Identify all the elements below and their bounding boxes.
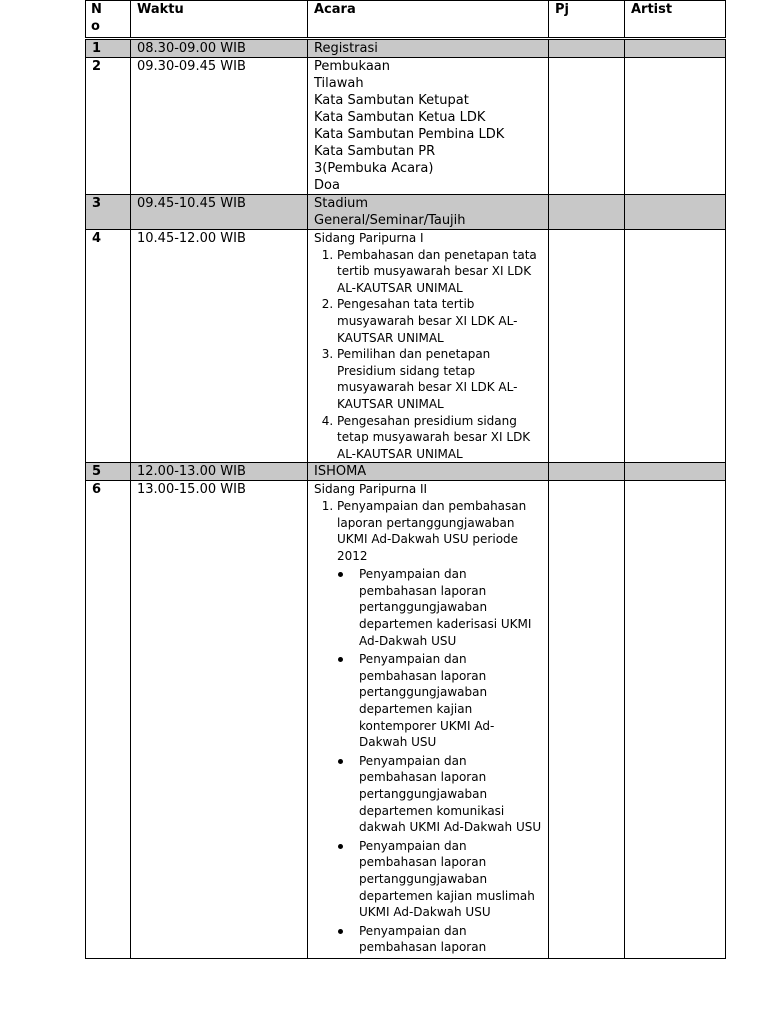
row-agenda <box>308 58 549 195</box>
row-pj <box>549 481 625 959</box>
agenda-line: Tilawah <box>314 76 364 91</box>
row-artist <box>625 39 726 58</box>
row-agenda <box>308 195 549 230</box>
list-item: 4. Pengesahan presidium sidang tetap musyawarah besar XI LDK AL-KAUTSAR UNIMAL <box>337 413 542 463</box>
row-time: 13.00-15.00 WIB <box>131 481 308 959</box>
table-row <box>86 230 726 463</box>
list-item: 3. Pemilihan dan penetapan Presidium sidang tetap musyawarah besar XI LDK AL-KAUTSAR UNIMAL <box>337 346 542 412</box>
bullet-item: Penyampaian dan pembahasan laporan pertanggungjawaban departemen kaderisasi UKMI Ad-Dakwah USU <box>359 566 542 649</box>
agenda-line: Stadium <box>314 196 369 211</box>
bullet-item: Penyampaian dan pembahasan laporan pertanggungjawaban departemen komunikasi dakwah UKMI Ad-Dakwah USU <box>359 753 542 835</box>
row-time: 12.00-13.00 WIB <box>131 463 308 481</box>
agenda-list <box>314 498 542 956</box>
header-no: No <box>86 1 131 39</box>
header-artist: Artist <box>625 1 726 39</box>
agenda-line: Kata Sambutan Ketua LDK <box>314 110 486 125</box>
agenda-line: Pembukaan <box>314 59 391 74</box>
header-acara: Acara <box>308 1 549 39</box>
row-number: 1 <box>86 39 131 58</box>
table-row <box>86 58 726 195</box>
row-pj <box>549 195 625 230</box>
table-row <box>86 195 726 230</box>
row-number: 3 <box>86 195 131 230</box>
row-agenda: ISHOMA <box>308 463 549 481</box>
agenda-line: 3(Pembuka Acara) <box>314 161 434 176</box>
row-pj <box>549 58 625 195</box>
header-pj: Pj <box>549 1 625 39</box>
table-row <box>86 463 726 481</box>
agenda-line: Kata Sambutan Pembina LDK <box>314 127 505 142</box>
row-pj <box>549 463 625 481</box>
row-time: 09.30-09.45 WIB <box>131 58 308 195</box>
sub-list <box>337 566 542 956</box>
header-row <box>86 1 726 39</box>
row-agenda: Registrasi <box>308 39 549 58</box>
bullet-item: Penyampaian dan pembahasan laporan pertanggungjawaban departemen kajian muslimah UKMI Ad-Dakwah USU <box>359 838 542 921</box>
row-number: 4 <box>86 230 131 463</box>
agenda-line: Doa <box>314 178 340 193</box>
row-artist <box>625 230 726 463</box>
row-artist <box>625 58 726 195</box>
list-item <box>337 498 542 956</box>
row-agenda <box>308 481 549 959</box>
row-artist <box>625 481 726 959</box>
row-number: 5 <box>86 463 131 481</box>
list-item: 2. Pengesahan tata tertib musyawarah besar XI LDK AL-KAUTSAR UNIMAL <box>337 296 542 346</box>
agenda-line: Kata Sambutan PR <box>314 144 436 159</box>
agenda-list <box>314 247 542 463</box>
row-pj <box>549 39 625 58</box>
bullet-item: Penyampaian dan pembahasan laporan pertanggungjawaban departemen kajian kontemporer UKMI Ad-Dakwah USU <box>359 651 542 751</box>
row-time: 10.45-12.00 WIB <box>131 230 308 463</box>
row-artist <box>625 463 726 481</box>
header-waktu: Waktu <box>131 1 308 39</box>
list-item-text: Penyampaian dan pembahasan laporan pertanggungjawaban UKMI Ad-Dakwah USU periode 2012 <box>337 498 527 563</box>
row-agenda <box>308 230 549 463</box>
table-row <box>86 39 726 58</box>
row-number: 6 <box>86 481 131 959</box>
table-row <box>86 481 726 959</box>
schedule-table <box>85 0 726 959</box>
bullet-item: Penyampaian dan pembahasan laporan <box>359 923 542 956</box>
row-number: 2 <box>86 58 131 195</box>
agenda-title: Sidang Paripurna II <box>314 482 428 497</box>
row-time: 08.30-09.00 WIB <box>131 39 308 58</box>
row-pj <box>549 230 625 463</box>
agenda-title: Sidang Paripurna I <box>314 231 424 245</box>
row-artist <box>625 195 726 230</box>
row-time: 09.45-10.45 WIB <box>131 195 308 230</box>
agenda-line: General/Seminar/Taujih <box>314 213 466 228</box>
list-item: 1. Pembahasan dan penetapan tata tertib musyawarah besar XI LDK AL-KAUTSAR UNIMAL <box>337 247 542 297</box>
agenda-line: Kata Sambutan Ketupat <box>314 93 469 108</box>
